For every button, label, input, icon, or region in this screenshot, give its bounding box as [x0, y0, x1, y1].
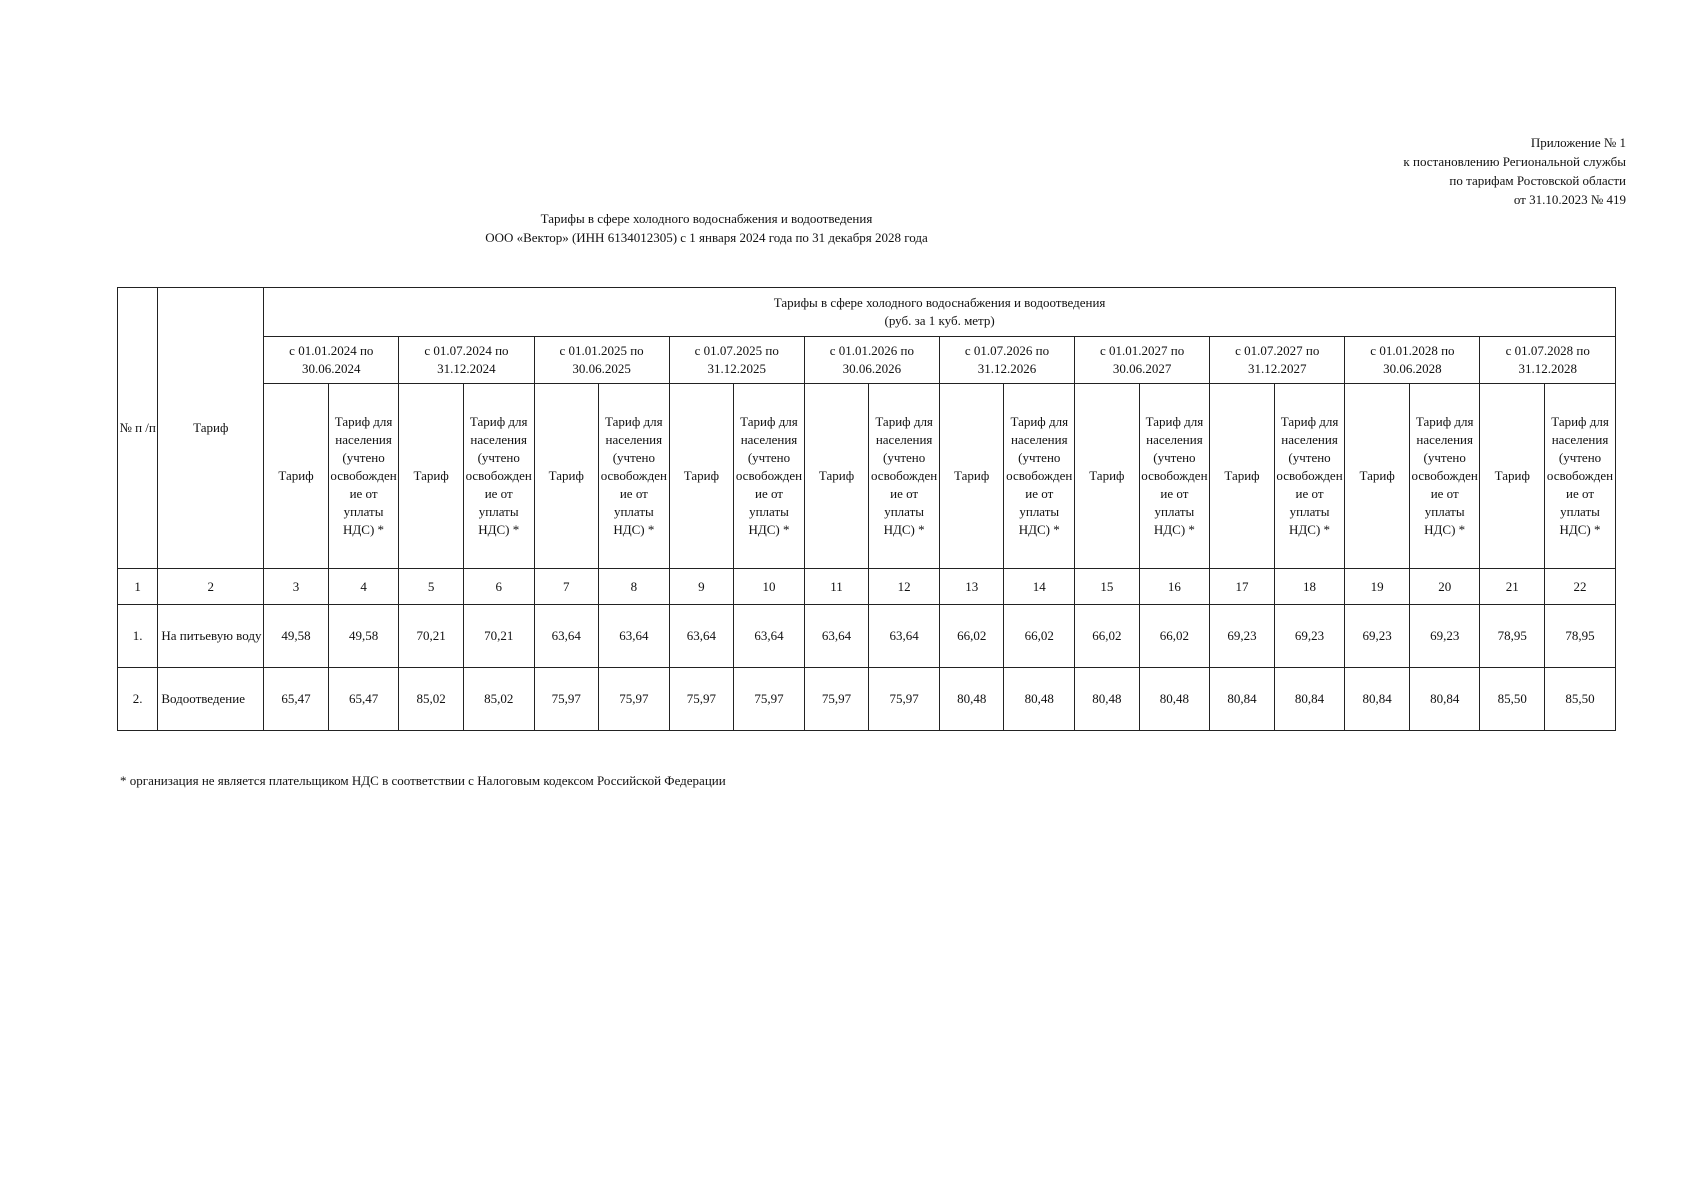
tariff-value: 70,21 [399, 605, 464, 668]
tariff-value: 69,23 [1409, 605, 1480, 668]
header-group-line-1: Тарифы в сфере холодного водоснабжения и водоотведения [773, 295, 1106, 310]
tariff-value: 69,23 [1274, 605, 1345, 668]
column-number: 4 [328, 569, 399, 605]
subheader-population-tariff: Тариф для населения (учтено освобождение от уплаты НДС) * [869, 384, 940, 569]
column-number: 10 [734, 569, 805, 605]
tariff-value: 75,97 [534, 668, 599, 731]
tariff-value: 85,50 [1480, 668, 1545, 731]
column-number: 13 [939, 569, 1004, 605]
tariff-value: 66,02 [1075, 605, 1140, 668]
column-number: 12 [869, 569, 940, 605]
column-number: 16 [1139, 569, 1210, 605]
tariff-value: 80,84 [1409, 668, 1480, 731]
appendix-line-3: по тарифам Ростовской области [1449, 173, 1626, 188]
column-number: 21 [1480, 569, 1545, 605]
tariff-value: 80,48 [939, 668, 1004, 731]
header-row-periods [118, 337, 1616, 384]
period-header: с 01.07.2026 по 31.12.2026 [939, 337, 1074, 384]
subheader-tariff: Тариф [1075, 384, 1140, 569]
column-number: 20 [1409, 569, 1480, 605]
subheader-tariff: Тариф [399, 384, 464, 569]
row-name: На питьевую воду [158, 605, 264, 668]
subheader-tariff: Тариф [1480, 384, 1545, 569]
subheader-population-tariff: Тариф для населения (учтено освобождение от уплаты НДС) * [599, 384, 670, 569]
tariff-value: 80,48 [1139, 668, 1210, 731]
document-title [0, 209, 1413, 247]
column-number: 5 [399, 569, 464, 605]
period-header: с 01.07.2024 по 31.12.2024 [399, 337, 534, 384]
tariff-value: 80,84 [1345, 668, 1410, 731]
title-line-1: Тарифы в сфере холодного водоснабжения и водоотведения [540, 211, 873, 226]
period-header: с 01.01.2026 по 30.06.2026 [804, 337, 939, 384]
tariff-value: 49,58 [328, 605, 399, 668]
subheader-tariff: Тариф [669, 384, 734, 569]
column-number: 9 [669, 569, 734, 605]
row-number: 2. [118, 668, 158, 731]
column-number: 22 [1545, 569, 1616, 605]
subheader-population-tariff: Тариф для населения (учтено освобождение от уплаты НДС) * [734, 384, 805, 569]
tariff-value: 66,02 [1139, 605, 1210, 668]
column-number: 18 [1274, 569, 1345, 605]
tariff-value: 75,97 [804, 668, 869, 731]
header-tariff: Тариф [158, 288, 264, 569]
tariff-value: 80,48 [1004, 668, 1075, 731]
tariff-value: 66,02 [1004, 605, 1075, 668]
tariff-value: 78,95 [1480, 605, 1545, 668]
subheader-tariff: Тариф [534, 384, 599, 569]
column-number: 11 [804, 569, 869, 605]
subheader-population-tariff: Тариф для населения (учтено освобождение от уплаты НДС) * [1139, 384, 1210, 569]
tariff-value: 75,97 [669, 668, 734, 731]
footnote: * организация не является плательщиком НДС в соответствии с Налоговым кодексом Российской Федерации [120, 773, 726, 788]
period-header: с 01.01.2028 по 30.06.2028 [1345, 337, 1480, 384]
tariff-value: 63,64 [869, 605, 940, 668]
tariff-value: 69,23 [1345, 605, 1410, 668]
tariff-value: 78,95 [1545, 605, 1616, 668]
title-line-2: ООО «Вектор» (ИНН 6134012305) с 1 января 2024 года по 31 декабря 2028 года [485, 230, 928, 245]
column-number: 7 [534, 569, 599, 605]
row-number: 1. [118, 605, 158, 668]
appendix-line-1: Приложение № 1 [1530, 135, 1626, 150]
tariff-value: 65,47 [264, 668, 329, 731]
tariff-value: 69,23 [1210, 605, 1275, 668]
tariff-value: 80,84 [1210, 668, 1275, 731]
tariff-value: 63,64 [804, 605, 869, 668]
header-no: № п /п [118, 288, 158, 569]
column-number: 8 [599, 569, 670, 605]
subheader-population-tariff: Тариф для населения (учтено освобождение от уплаты НДС) * [463, 384, 534, 569]
tariff-value: 85,02 [463, 668, 534, 731]
subheader-population-tariff: Тариф для населения (учтено освобождение от уплаты НДС) * [328, 384, 399, 569]
tariff-value: 70,21 [463, 605, 534, 668]
column-number: 1 [118, 569, 158, 605]
period-header: с 01.07.2028 по 31.12.2028 [1480, 337, 1616, 384]
appendix-line-2: к постановлению Региональной службы [1403, 154, 1626, 169]
tariff-value: 75,97 [869, 668, 940, 731]
period-header: с 01.01.2024 по 30.06.2024 [264, 337, 399, 384]
subheader-tariff: Тариф [939, 384, 1004, 569]
column-number: 3 [264, 569, 329, 605]
tariff-value: 80,84 [1274, 668, 1345, 731]
column-number: 17 [1210, 569, 1275, 605]
header-row-subheaders [118, 384, 1616, 569]
column-number: 2 [158, 569, 264, 605]
table-row [118, 605, 1616, 668]
subheader-tariff: Тариф [264, 384, 329, 569]
appendix-block [1403, 133, 1626, 209]
appendix-line-4: от 31.10.2023 № 419 [1513, 192, 1626, 207]
subheader-population-tariff: Тариф для населения (учтено освобождение от уплаты НДС) * [1409, 384, 1480, 569]
row-name: Водоотведение [158, 668, 264, 731]
tariff-value: 49,58 [264, 605, 329, 668]
subheader-population-tariff: Тариф для населения (учтено освобождение от уплаты НДС) * [1004, 384, 1075, 569]
header-row-column-numbers [118, 569, 1616, 605]
column-number: 19 [1345, 569, 1410, 605]
tariff-value: 63,64 [534, 605, 599, 668]
period-header: с 01.01.2027 по 30.06.2027 [1075, 337, 1210, 384]
tariff-value: 75,97 [734, 668, 805, 731]
tariff-value: 63,64 [669, 605, 734, 668]
subheader-population-tariff: Тариф для населения (учтено освобождение от уплаты НДС) * [1545, 384, 1616, 569]
subheader-tariff: Тариф [804, 384, 869, 569]
tariff-value: 80,48 [1075, 668, 1140, 731]
tariff-value: 66,02 [939, 605, 1004, 668]
tariff-value: 85,50 [1545, 668, 1616, 731]
tariff-value: 65,47 [328, 668, 399, 731]
header-row-group [118, 288, 1616, 337]
period-header: с 01.07.2027 по 31.12.2027 [1210, 337, 1345, 384]
header-group-unit: (руб. за 1 куб. метр) [884, 313, 995, 328]
period-header: с 01.01.2025 по 30.06.2025 [534, 337, 669, 384]
tariff-value: 63,64 [734, 605, 805, 668]
table-row [118, 668, 1616, 731]
subheader-population-tariff: Тариф для населения (учтено освобождение от уплаты НДС) * [1274, 384, 1345, 569]
period-header: с 01.07.2025 по 31.12.2025 [669, 337, 804, 384]
tariff-value: 63,64 [599, 605, 670, 668]
header-group [264, 288, 1616, 337]
column-number: 6 [463, 569, 534, 605]
column-number: 15 [1075, 569, 1140, 605]
tariff-value: 75,97 [599, 668, 670, 731]
subheader-tariff: Тариф [1210, 384, 1275, 569]
tariffs-table [117, 287, 1616, 731]
subheader-tariff: Тариф [1345, 384, 1410, 569]
column-number: 14 [1004, 569, 1075, 605]
tariff-value: 85,02 [399, 668, 464, 731]
